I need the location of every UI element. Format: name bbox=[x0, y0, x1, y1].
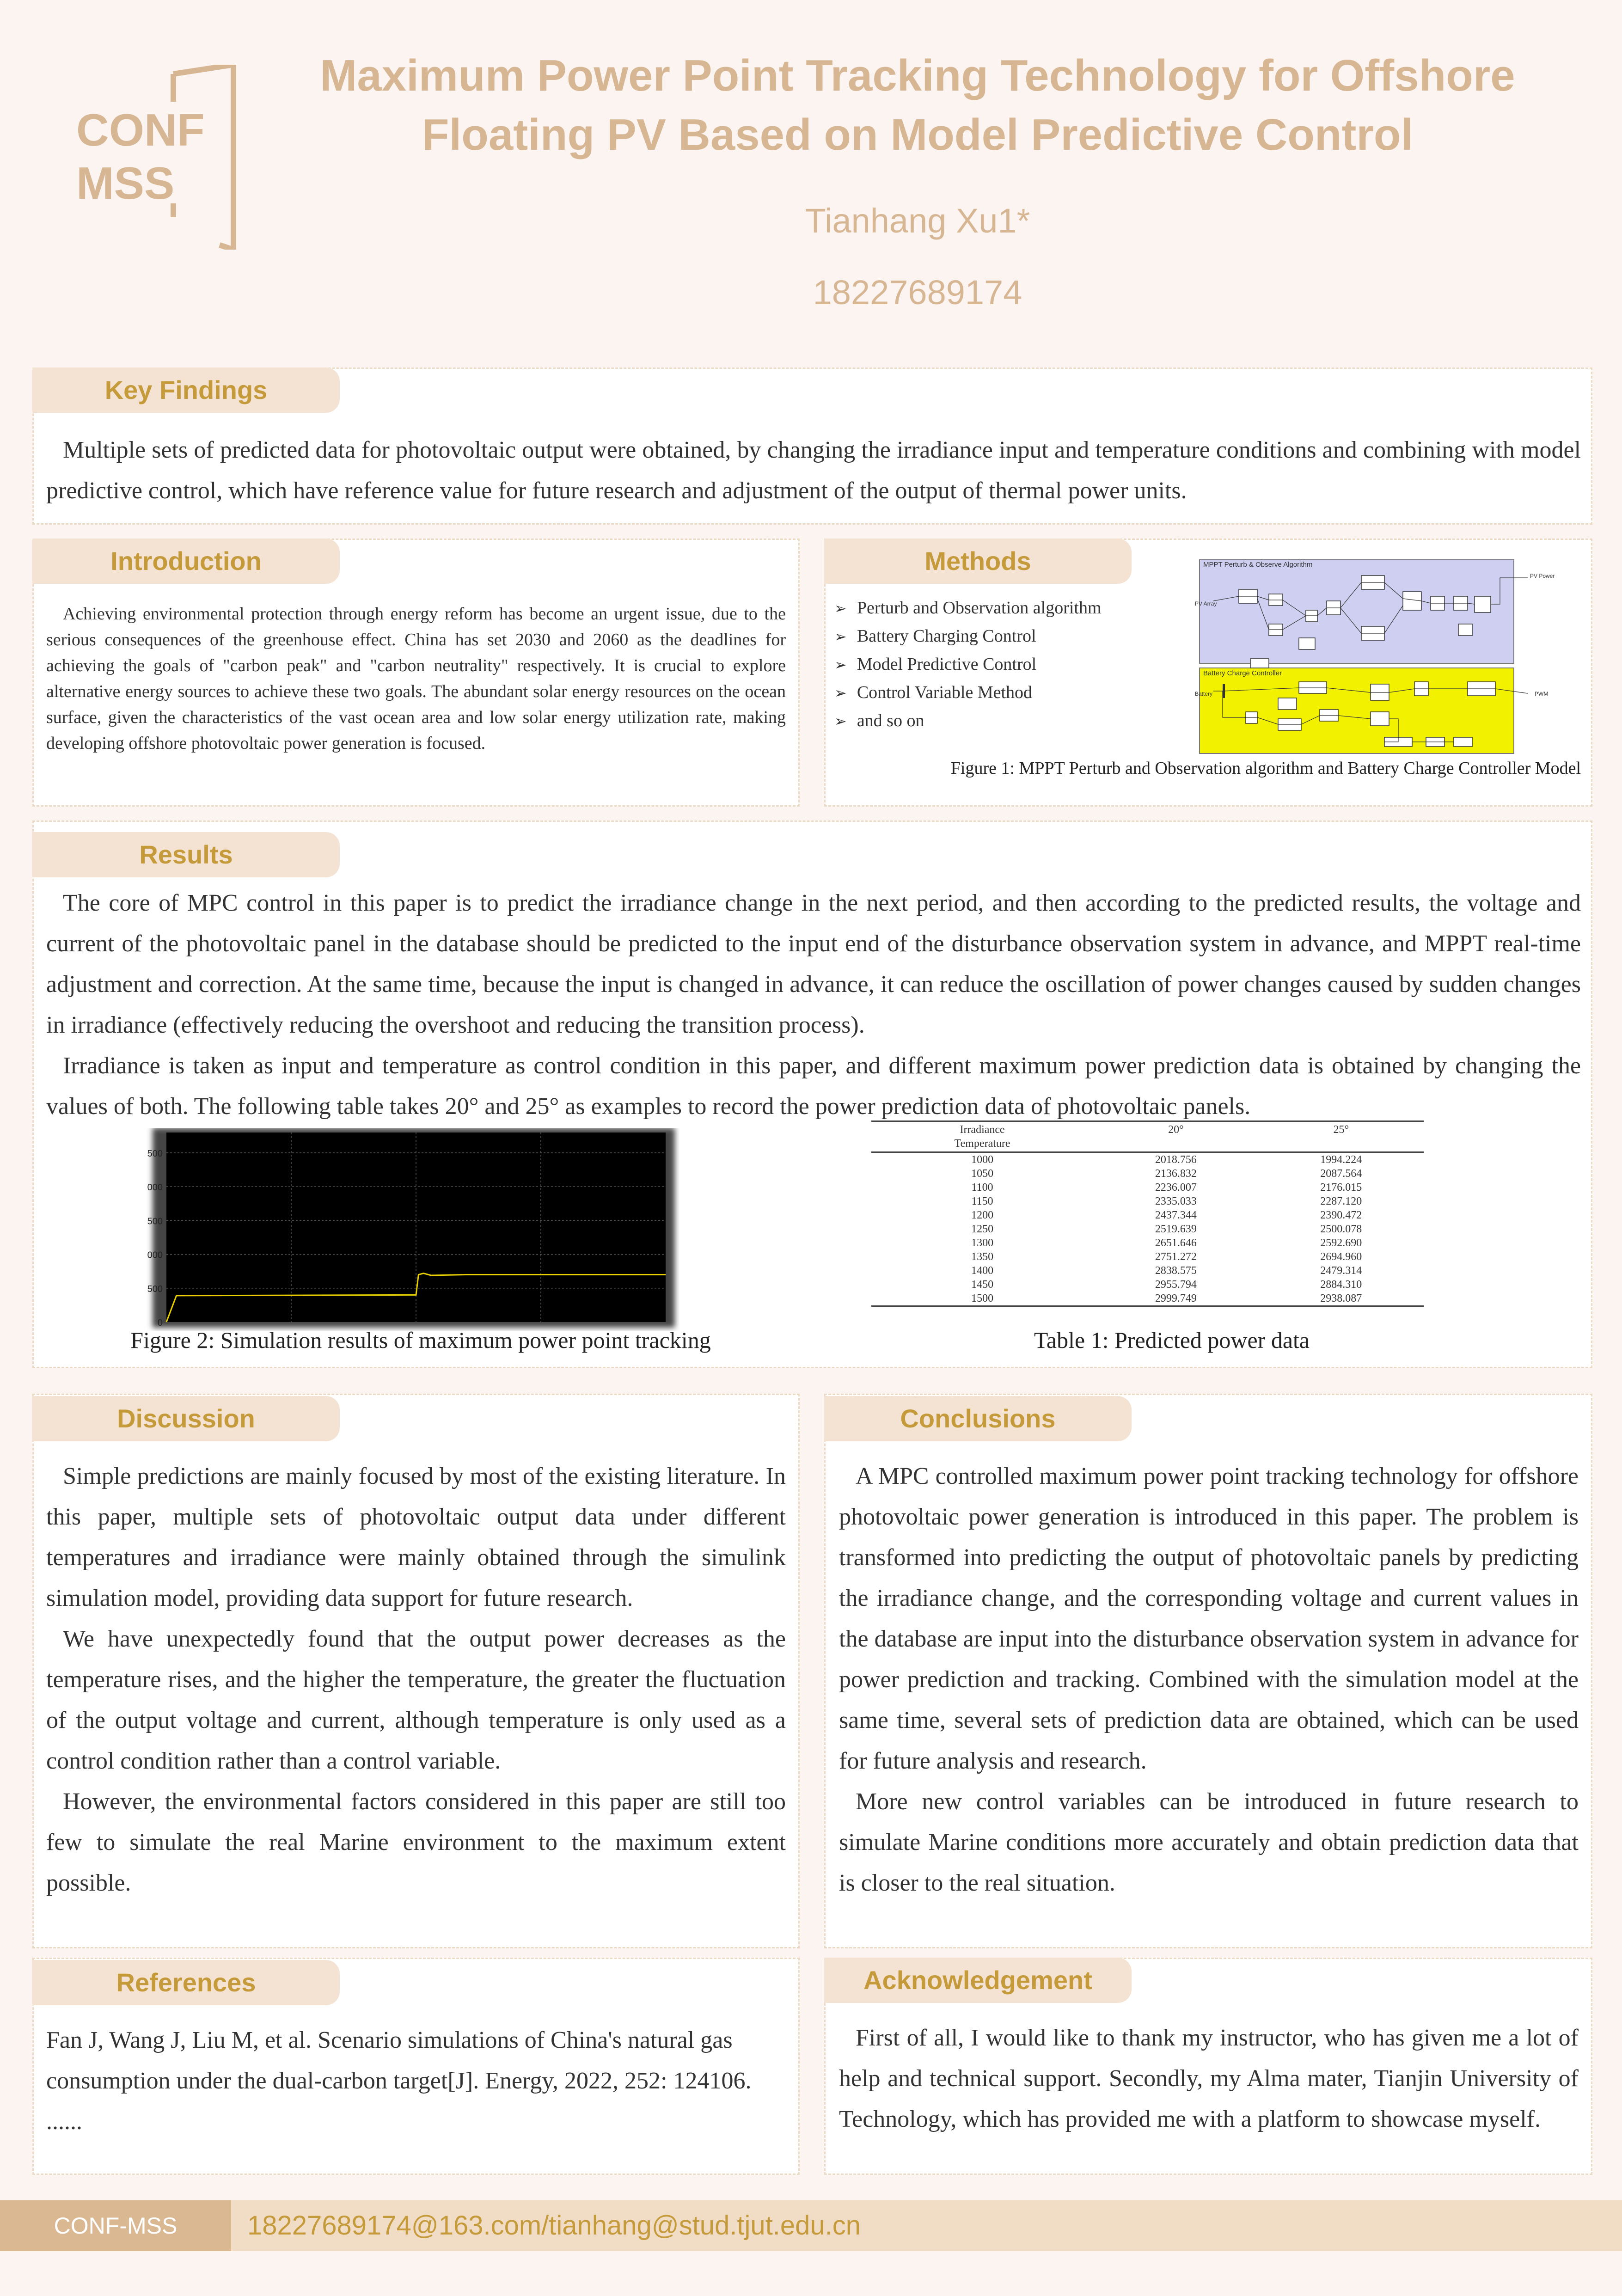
table-cell-20: 2519.639 bbox=[1155, 1223, 1197, 1235]
y-tick-label: 000 bbox=[147, 1250, 163, 1261]
methods-label: Methods bbox=[824, 539, 1132, 584]
poster-title bbox=[259, 46, 1576, 165]
methods-item: ➢ Battery Charging Control bbox=[834, 622, 1158, 650]
table-cell-20: 2437.344 bbox=[1155, 1209, 1197, 1221]
svg-text:CONF: CONF bbox=[76, 104, 205, 155]
table-row bbox=[871, 1208, 1424, 1222]
svg-text:PWM: PWM bbox=[1535, 691, 1549, 697]
acknowledgement-label: Acknowledgement bbox=[824, 1958, 1132, 2003]
table-cell-25: 1994.224 bbox=[1320, 1154, 1362, 1166]
table-cell-25: 2087.564 bbox=[1320, 1168, 1362, 1180]
conclusions-text bbox=[839, 1456, 1579, 1904]
table-cell-irradiance: 1400 bbox=[971, 1265, 994, 1277]
discussion-paragraph-2: We have unexpectedly found that the output power decreases as the temperature rises, and the higher the temperature, the greater the fluctuation of the output voltage and current, although temperature is only used as a control condition rather than a control variable. bbox=[46, 1626, 786, 1774]
table-row bbox=[871, 1222, 1424, 1236]
table-row bbox=[871, 1250, 1424, 1264]
svg-text:PV Array: PV Array bbox=[1195, 600, 1217, 607]
introduction-text: Achieving environmental protection through energy reform has become an urgent issue, due to the serious consequences of the greenhouse effect. China has set 2030 and 2060 as the deadlines for achieving the goals of "carbon peak" and "carbon neutrality" respectively. It is crucial to explore alternative energy sources to achieve these two goals. The abundant solar energy resources on the ocean surface, given the characteristics of the vast ocean area and low solar energy utilization rate, making developing offshore photovoltaic power generation is focused. bbox=[46, 604, 786, 753]
table-cell-irradiance: 1150 bbox=[971, 1195, 993, 1207]
author-name: Tianhang Xu1* bbox=[805, 202, 1030, 240]
y-tick-label: 500 bbox=[147, 1284, 163, 1294]
table-cell-irradiance: 1200 bbox=[971, 1209, 994, 1221]
table-row bbox=[871, 1292, 1424, 1306]
conf-mss-logo bbox=[76, 65, 243, 250]
mppt-simulation-chart bbox=[125, 1128, 679, 1331]
table-cell-25: 2287.120 bbox=[1320, 1195, 1362, 1207]
discussion-paragraph-1: Simple predictions are mainly focused by most of the existing literature. In this paper, multiple sets of photovoltaic output data under different temperatures and irradiance were mainly obtained through the simulink simulation model, providing data support for future research. bbox=[46, 1463, 786, 1611]
introduction-label: Introduction bbox=[32, 539, 340, 584]
table-cell-25: 2390.472 bbox=[1320, 1209, 1362, 1221]
discussion-label: Discussion bbox=[32, 1396, 340, 1441]
predicted-power-table bbox=[871, 1120, 1424, 1307]
methods-item: ➢ and so on bbox=[834, 707, 1158, 735]
table-row bbox=[871, 1264, 1424, 1278]
table-cell-irradiance: 1250 bbox=[971, 1223, 994, 1235]
methods-item: ➢ Model Predictive Control bbox=[834, 650, 1158, 679]
table-row bbox=[871, 1194, 1424, 1208]
table-row bbox=[871, 1152, 1424, 1167]
table-cell-irradiance: 1350 bbox=[971, 1251, 994, 1263]
svg-text:Battery Charge Controller: Battery Charge Controller bbox=[1203, 669, 1282, 677]
table-header-20: 20° bbox=[1093, 1121, 1258, 1152]
table-cell-irradiance: 1500 bbox=[871, 1292, 1093, 1306]
table-cell-25: 2694.960 bbox=[1320, 1251, 1362, 1263]
table-cell-20: 2955.794 bbox=[1155, 1279, 1197, 1291]
y-tick-label: 500 bbox=[147, 1216, 163, 1227]
table-cell-25: 2938.087 bbox=[1259, 1292, 1424, 1306]
table-header-irradiance: Irradiance Temperature bbox=[871, 1121, 1093, 1152]
conclusions-paragraph-1: A MPC controlled maximum power point tracking technology for offshore photovoltaic power generation is introduced in this paper. The problem is transformed into predicting the output of photovoltaic panels by predicting the irradiance change, and the corresponding voltage and current values in the database are input into the disturbance observation system in advance for power prediction and tracking. Combined with the simulation model at the same time, several sets of prediction data are obtained, which can be used for future analysis and research. bbox=[839, 1463, 1579, 1774]
y-tick-label: 500 bbox=[147, 1148, 163, 1159]
discussion-paragraph-3: However, the environmental factors considered in this paper are still too few to simulate the real Marine environment to the maximum extent possible. bbox=[46, 1788, 786, 1896]
references-label: References bbox=[32, 1960, 340, 2005]
table-row bbox=[871, 1181, 1424, 1194]
author-phone: 18227689174 bbox=[813, 273, 1022, 312]
y-tick-label: 0 bbox=[157, 1318, 163, 1328]
table-cell-irradiance: 1100 bbox=[971, 1182, 993, 1194]
table-header-row bbox=[871, 1121, 1424, 1152]
table-cell-irradiance: 1450 bbox=[971, 1279, 994, 1291]
simulink-model-diagram bbox=[1195, 559, 1560, 756]
methods-list bbox=[834, 594, 1158, 735]
reference-item: Fan J, Wang J, Liu M, et al. Scenario simulations of China's natural gas consumption under the dual-carbon target[J]. Energy, 2022, 252: 124106. bbox=[46, 2027, 752, 2094]
references-text bbox=[46, 2020, 786, 2142]
figure-1-caption: Figure 1: MPPT Perturb and Observation algorithm and Battery Charge Controller Model bbox=[950, 759, 1581, 778]
svg-text:Battery: Battery bbox=[1195, 691, 1213, 697]
results-paragraph-2: Irradiance is taken as input and temperature as control condition in this paper, and different maximum power prediction data is obtained by changing the values of both. The following table takes 20° and 25° as examples to record the power prediction data of photovoltaic panels. bbox=[46, 1053, 1581, 1120]
table-1-caption: Table 1: Predicted power data bbox=[1034, 1327, 1310, 1353]
conclusions-label: Conclusions bbox=[824, 1396, 1132, 1441]
table-cell-20: 2838.575 bbox=[1155, 1265, 1197, 1277]
table-cell-20: 2335.033 bbox=[1155, 1195, 1197, 1207]
footer-brand: CONF-MSS bbox=[0, 2200, 231, 2251]
svg-text:MSS: MSS bbox=[76, 158, 175, 208]
table-row bbox=[871, 1167, 1424, 1181]
methods-item: ➢ Control Variable Method bbox=[834, 679, 1158, 707]
table-cell-25: 2592.690 bbox=[1320, 1237, 1362, 1249]
footer-email[interactable]: 18227689174@163.com/tianhang@stud.tjut.edu.cn bbox=[247, 2210, 861, 2241]
key-findings-label: Key Findings bbox=[32, 367, 340, 413]
key-findings-text: Multiple sets of predicted data for photovoltaic output were obtained, by changing the irradiance input and temperature conditions and combining with model predictive control, which have reference value for future research and adjustment of the output of thermal power units. bbox=[46, 437, 1581, 504]
figure-2-caption: Figure 2: Simulation results of maximum power point tracking bbox=[130, 1327, 711, 1353]
results-paragraph-1: The core of MPC control in this paper is to predict the irradiance change in the next period, and then according to the predicted results, the voltage and current of the photovoltaic panel in the database should be predicted to the input end of the disturbance observation system in advance, and MPPT real-time adjustment and correction. At the same time, because the input is changed in advance, it can reduce the oscillation of power changes caused by sudden changes in irradiance (effectively reducing the overshoot and reducing the transition process). bbox=[46, 890, 1581, 1038]
reference-more: ...... bbox=[46, 2108, 82, 2135]
conclusions-paragraph-2: More new control variables can be introduced in future research to simulate Marine conditions more accurately and obtain prediction data that is closer to the real situation. bbox=[839, 1788, 1579, 1896]
table-cell-25: 2479.314 bbox=[1320, 1265, 1362, 1277]
table-cell-20: 2236.007 bbox=[1155, 1182, 1197, 1194]
table-cell-20: 2999.749 bbox=[1093, 1292, 1258, 1306]
table-cell-irradiance: 1050 bbox=[971, 1168, 994, 1180]
table-cell-irradiance: 1300 bbox=[971, 1237, 994, 1249]
methods-item: ➢ Perturb and Observation algorithm bbox=[834, 594, 1158, 622]
y-tick-label: 000 bbox=[147, 1182, 163, 1193]
table-cell-20: 2136.832 bbox=[1155, 1168, 1197, 1180]
table-cell-25: 2884.310 bbox=[1320, 1279, 1362, 1291]
table-row bbox=[871, 1278, 1424, 1292]
table-cell-20: 2751.272 bbox=[1155, 1251, 1197, 1263]
table-cell-20: 2018.756 bbox=[1155, 1154, 1197, 1166]
title-line-2: Floating PV Based on Model Predictive Control bbox=[422, 110, 1414, 159]
table-cell-20: 2651.646 bbox=[1155, 1237, 1197, 1249]
results-label: Results bbox=[32, 832, 340, 877]
table-header-25: 25° bbox=[1259, 1121, 1424, 1152]
table-cell-irradiance: 1000 bbox=[971, 1154, 994, 1166]
table-cell-25: 2176.015 bbox=[1320, 1182, 1362, 1194]
discussion-text bbox=[46, 1456, 786, 1904]
svg-text:MPPT Perturb & Observe Algorit: MPPT Perturb & Observe Algorithm bbox=[1203, 561, 1313, 569]
results-text bbox=[46, 883, 1581, 1127]
svg-text:PV Power: PV Power bbox=[1530, 573, 1555, 579]
table-row bbox=[871, 1236, 1424, 1250]
acknowledgement-text: First of all, I would like to thank my instructor, who has given me a lot of help and technical support. Secondly, my Alma mater, Tianjin University of Technology, which has provided me with a platform to showcase myself. bbox=[839, 2025, 1579, 2132]
title-line-1: Maximum Power Point Tracking Technology for Offshore bbox=[320, 51, 1515, 100]
table-cell-25: 2500.078 bbox=[1320, 1223, 1362, 1235]
